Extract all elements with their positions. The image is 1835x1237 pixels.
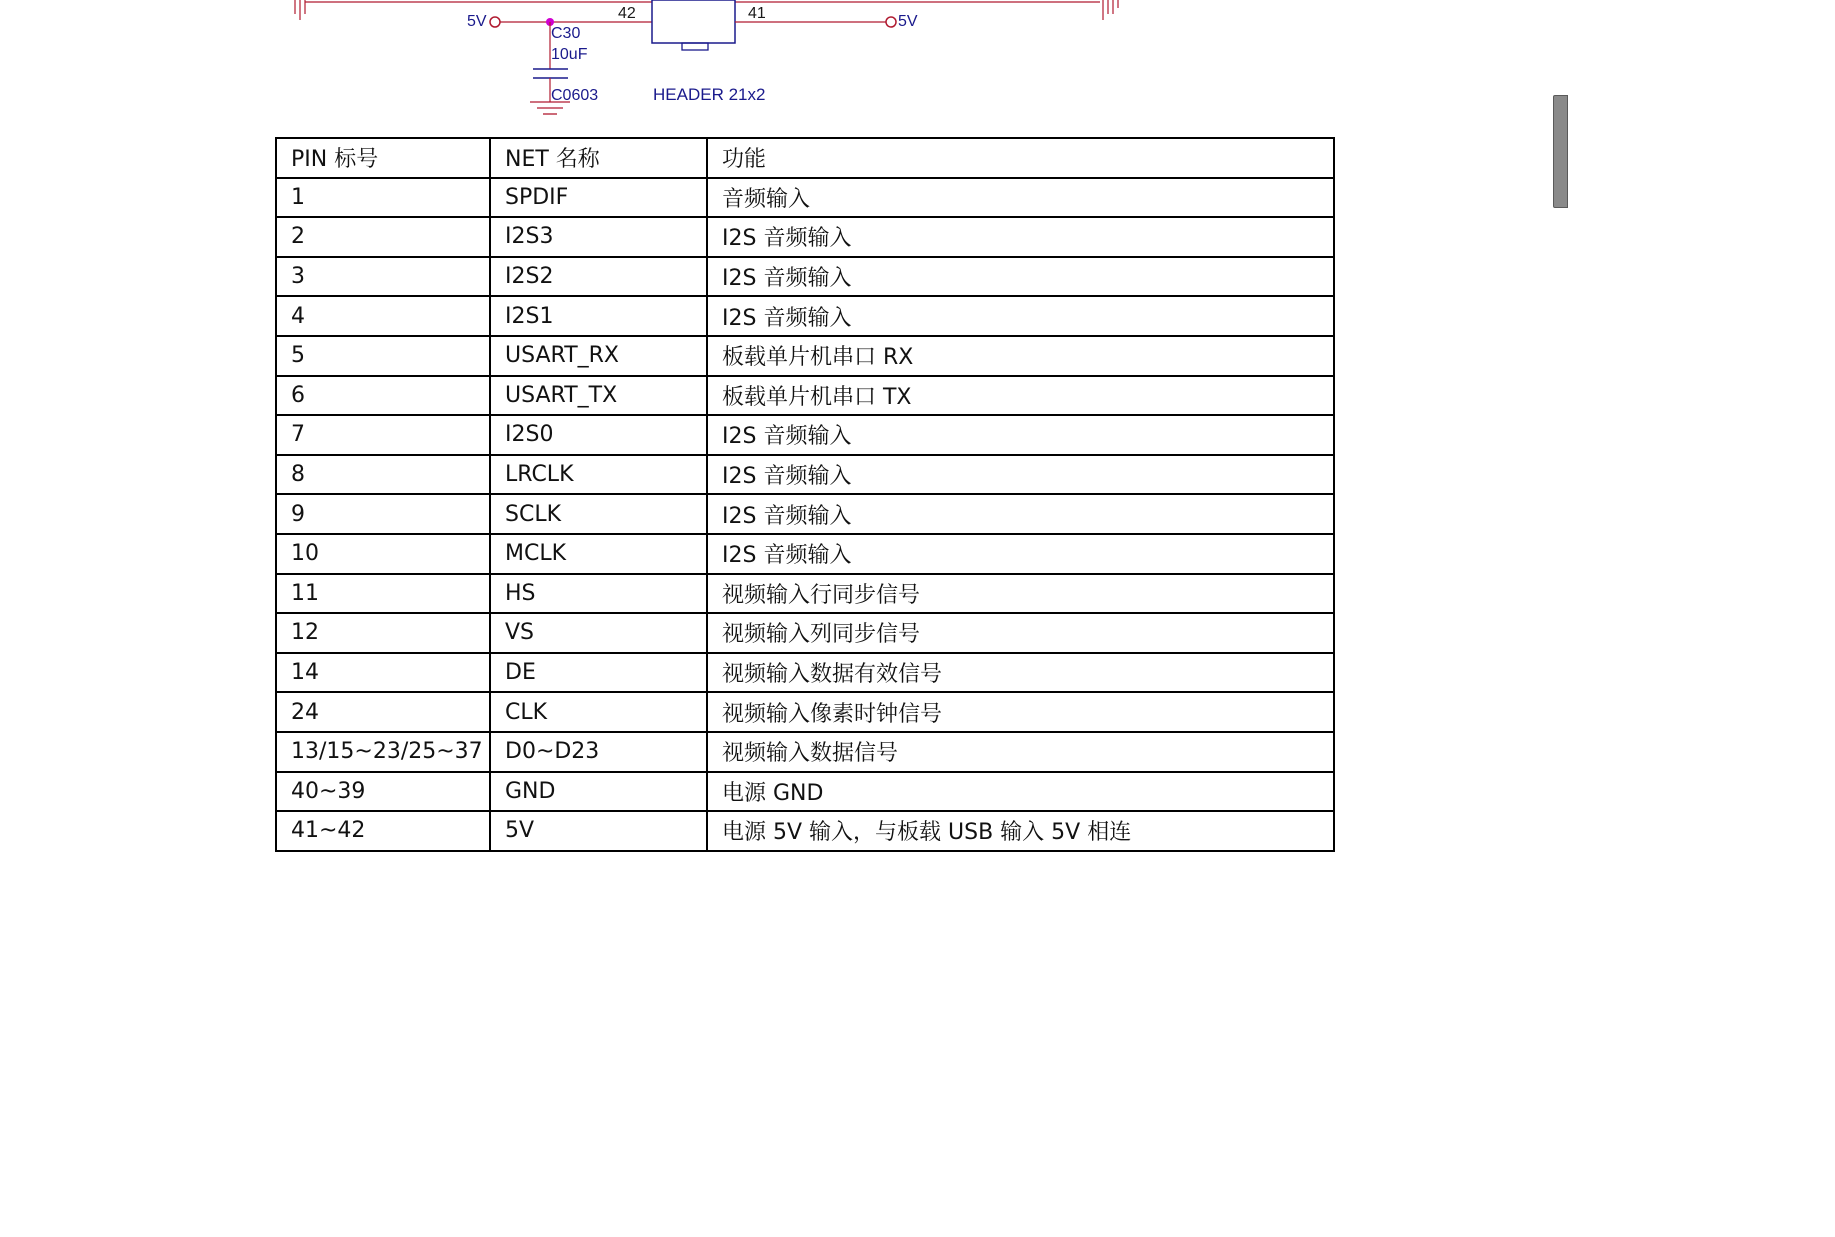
net-label-5v-right: 5V [898, 13, 918, 30]
pin-definition-table [275, 137, 1335, 852]
cap-ref-label: C30 [551, 25, 581, 42]
header-pin-number: PIN 标号 [276, 138, 490, 178]
schematic-diagram [0, 0, 1568, 130]
net-name-cell: CLK [490, 692, 707, 732]
pin-number-42: 42 [618, 5, 636, 22]
net-name-cell: I2S1 [490, 296, 707, 336]
table-row [276, 494, 1334, 534]
function-cell: 视频输入列同步信号 [707, 613, 1334, 653]
function-cell: I2S 音频输入 [707, 455, 1334, 495]
net-name-cell: USART_TX [490, 376, 707, 416]
function-cell: 电源 GND [707, 772, 1334, 812]
net-name-cell: I2S3 [490, 217, 707, 257]
table-row [276, 613, 1334, 653]
net-name-cell: GND [490, 772, 707, 812]
connector-notch [682, 43, 708, 50]
net-name-cell: I2S2 [490, 257, 707, 297]
net-label-5v-left: 5V [467, 13, 487, 30]
table-row [276, 732, 1334, 772]
function-cell: I2S 音频输入 [707, 415, 1334, 455]
table-row [276, 217, 1334, 257]
pin-number-cell: 7 [276, 415, 490, 455]
pin-number-cell: 5 [276, 336, 490, 376]
pin-number-cell: 41~42 [276, 811, 490, 851]
table-row [276, 653, 1334, 693]
table-row [276, 296, 1334, 336]
pin-number-cell: 10 [276, 534, 490, 574]
table-row [276, 455, 1334, 495]
table-header-row [276, 138, 1334, 178]
table-row [276, 574, 1334, 614]
table-row [276, 376, 1334, 416]
net-name-cell: VS [490, 613, 707, 653]
function-cell: 视频输入数据有效信号 [707, 653, 1334, 693]
function-cell: I2S 音频输入 [707, 494, 1334, 534]
net-port-5v-right [886, 17, 896, 27]
pin-number-cell: 9 [276, 494, 490, 534]
net-name-cell: LRCLK [490, 455, 707, 495]
pin-table-body [276, 138, 1334, 851]
net-name-cell: SPDIF [490, 178, 707, 218]
net-name-cell: D0~D23 [490, 732, 707, 772]
function-cell: 板载单片机串口 RX [707, 336, 1334, 376]
function-cell: 电源 5V 输入，与板载 USB 输入 5V 相连 [707, 811, 1334, 851]
function-cell: I2S 音频输入 [707, 257, 1334, 297]
pin-number-cell: 6 [276, 376, 490, 416]
header-function: 功能 [707, 138, 1334, 178]
table-row [276, 336, 1334, 376]
table-row [276, 692, 1334, 732]
pin-number-cell: 11 [276, 574, 490, 614]
connector-body [652, 0, 735, 43]
pin-number-cell: 12 [276, 613, 490, 653]
net-name-cell: I2S0 [490, 415, 707, 455]
net-port-5v-left [490, 17, 500, 27]
function-cell: 板载单片机串口 TX [707, 376, 1334, 416]
pin-number-cell: 1 [276, 178, 490, 218]
pin-number-cell: 2 [276, 217, 490, 257]
pin-number-cell: 40~39 [276, 772, 490, 812]
left-border-marks [295, 0, 305, 20]
net-name-cell: USART_RX [490, 336, 707, 376]
table-row [276, 811, 1334, 851]
table-row [276, 257, 1334, 297]
table-row [276, 178, 1334, 218]
table-row [276, 534, 1334, 574]
function-cell: 视频输入行同步信号 [707, 574, 1334, 614]
function-cell: I2S 音频输入 [707, 534, 1334, 574]
net-name-cell: DE [490, 653, 707, 693]
cap-value-label: 10uF [551, 46, 588, 63]
function-cell: 视频输入数据信号 [707, 732, 1334, 772]
right-border-marks [1103, 0, 1118, 20]
pin-number-cell: 13/15~23/25~37 [276, 732, 490, 772]
pin-number-cell: 4 [276, 296, 490, 336]
cap-package-label: C0603 [551, 87, 599, 104]
function-cell: I2S 音频输入 [707, 296, 1334, 336]
pin-number-41: 41 [748, 5, 766, 22]
net-name-cell: SCLK [490, 494, 707, 534]
pin-number-cell: 14 [276, 653, 490, 693]
scrollbar-thumb[interactable] [1553, 95, 1568, 208]
net-name-cell: 5V [490, 811, 707, 851]
table-row [276, 415, 1334, 455]
function-cell: 视频输入像素时钟信号 [707, 692, 1334, 732]
function-cell: 音频输入 [707, 178, 1334, 218]
pin-number-cell: 8 [276, 455, 490, 495]
pin-number-cell: 24 [276, 692, 490, 732]
function-cell: I2S 音频输入 [707, 217, 1334, 257]
connector-name-label: HEADER 21x2 [653, 85, 766, 104]
net-name-cell: HS [490, 574, 707, 614]
net-name-cell: MCLK [490, 534, 707, 574]
table-row [276, 772, 1334, 812]
pin-number-cell: 3 [276, 257, 490, 297]
header-net-name: NET 名称 [490, 138, 707, 178]
